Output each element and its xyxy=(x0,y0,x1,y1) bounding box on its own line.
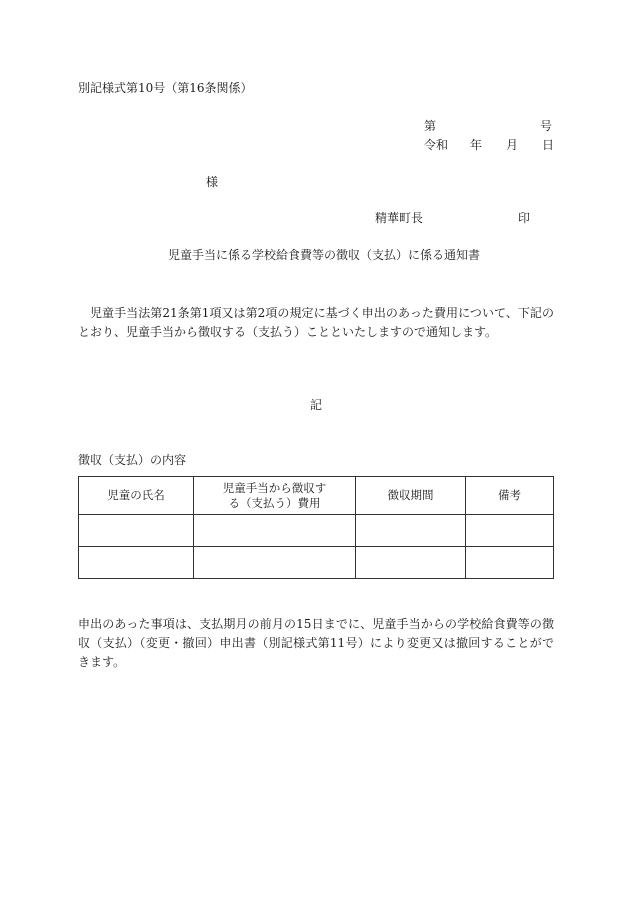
issuer-name: 精華町長 xyxy=(375,211,424,225)
table-cell xyxy=(79,515,194,547)
footer-note: 申出のあった事項は、支払期月の前月の15日までに、児童手当からの学校給食費等の徴収（支払）（変更・撤回）申出書（別記様式第11号）により変更又は撤回することができます。 xyxy=(78,617,554,669)
doc-number-suffix: 号 xyxy=(540,119,553,133)
date-era: 令和 xyxy=(424,138,449,152)
document-title: 児童手当に係る学校給食費等の徴収（支払）に係る通知書 xyxy=(168,248,481,262)
table-cell xyxy=(79,547,194,579)
date-day-label: 日 xyxy=(542,138,555,152)
form-label: 別記様式第10号（第16条関係） xyxy=(78,81,253,95)
body-paragraph: 児童手当法第21条第1項又は第2項の規定に基づく申出のあった費用について、下記のとおり、児童手当から徴収する（支払う）ことといたしますので通知します。 xyxy=(78,306,554,339)
table-cell xyxy=(194,515,356,547)
table-caption: 徴収（支払）の内容 xyxy=(78,453,187,467)
table-cell xyxy=(194,547,356,579)
header-collected-expense xyxy=(194,477,356,515)
table-row xyxy=(79,515,554,547)
header-remarks: 備考 xyxy=(466,477,554,515)
header-child-name: 児童の氏名 xyxy=(79,477,194,515)
seal-mark: 印 xyxy=(518,211,531,225)
table-cell xyxy=(466,547,554,579)
header-collection-period: 徴収期間 xyxy=(356,477,466,515)
header-collected-expense-text: 児童手当から徴収する（支払う）費用 xyxy=(222,480,327,510)
collection-details-table xyxy=(78,476,554,579)
table-cell xyxy=(356,515,466,547)
table-header-row xyxy=(79,477,554,515)
doc-number-prefix: 第 xyxy=(424,119,437,133)
table-cell xyxy=(356,547,466,579)
date-year-label: 年 xyxy=(470,138,483,152)
addressee-suffix: 様 xyxy=(206,175,219,189)
table-cell xyxy=(466,515,554,547)
ki-heading: 記 xyxy=(310,398,323,412)
date-month-label: 月 xyxy=(506,138,519,152)
table-row xyxy=(79,547,554,579)
